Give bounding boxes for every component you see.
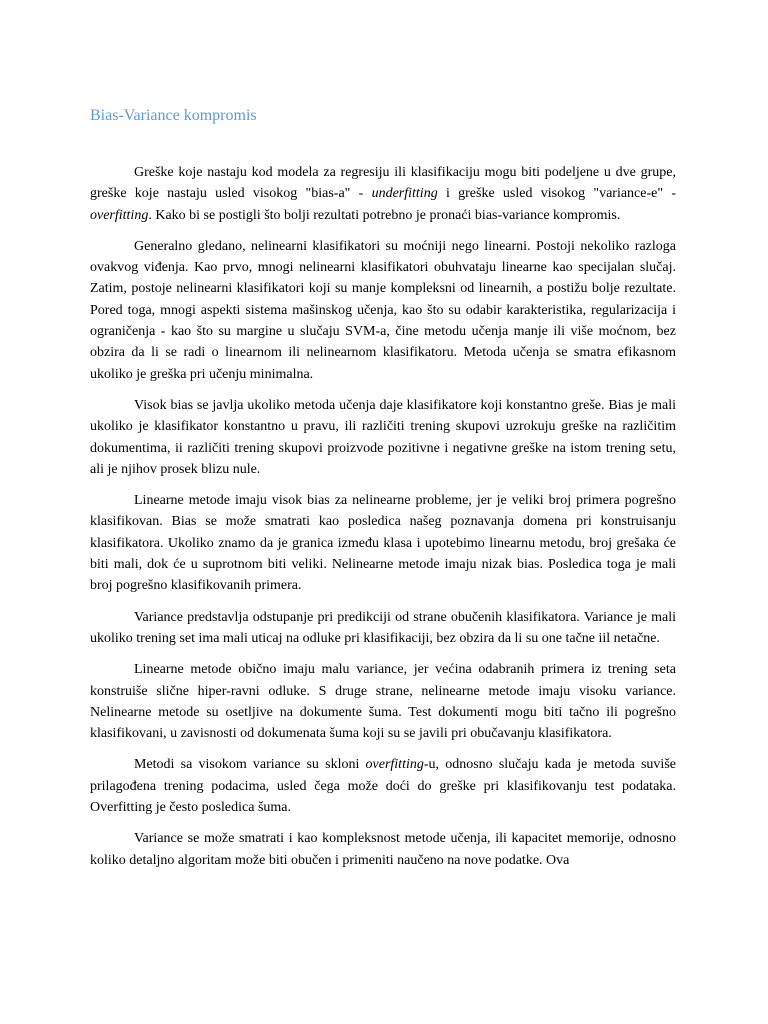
paragraph	[90, 607, 676, 650]
italic-term: overfitting	[365, 757, 424, 773]
paragraph-text: Metodi sa visokom variance su skloni	[134, 757, 366, 773]
italic-term: underfitting	[371, 186, 438, 202]
paragraph	[90, 490, 676, 596]
paragraph	[90, 395, 676, 480]
paragraph	[90, 754, 676, 818]
paragraph-text: Visok bias se javlja ukoliko metoda učenja daje klasifikatore koji konstantno greše. Bias je mali ukoliko je klasifikator konstantno u pravu, ili različiti trening skupovi uzrokuju greške na različitim dokumentima, ii različiti trening skupovi proizvode pozitivne i negativne greške na istom trening setu, ali je njihov prosek blizu nule.	[90, 397, 676, 477]
paragraph	[90, 236, 676, 385]
document-body	[90, 162, 676, 881]
paragraph	[90, 659, 676, 744]
paragraph-text: -u, odnosno slučaju kada je metoda suviše prilagođena trening podacima, usled čega može doći do greške pri klasifikovanju test podataka. Overfitting je često posledica šuma.	[90, 757, 676, 816]
paragraph-text: Linearne metode imaju visok bias za nelinearne probleme, jer je veliki broj primera pogrešno klasifikovan. Bias se može smatrati kao posledica našeg poznavanja domena pri konstruisanju klasifikatora. Ukoliko znamo da je granica između klasa i upotebimo linearnu metodu, broj grešaka će biti mali, dok će u suprotnom biti veliki. Nelinearne metode imaju nizak bias. Posledica toga je mali broj pogrešno klasifikovanih primera.	[90, 493, 676, 594]
paragraph-text: Linearne metode obično imaju malu variance, jer većina odabranih primera iz trening seta konstruiše slične hiper-ravni odluke. S druge strane, nelinearne metode imaju visoku variance. Nelinearne metode su osetljive na dokumente šuma. Test dokumenti mogu biti tačno ili pogrešno klasifikovani, u zavisnosti od dokumenata šuma koji su se javili pri obučavanju klasifikatora.	[90, 662, 676, 742]
paragraph-text: Generalno gledano, nelinearni klasifikatori su moćniji nego linearni. Postoji nekoliko razloga ovakvog viđenja. Kao prvo, mnogi nelinearni klasifikatori obuhvataju linearne kao specijalan slučaj. Zatim, postoje nelinearni klasifikatori koji su manje kompleksni od linearnih, a postižu bolje rezultate. Pored toga, mnogi aspekti sistema mašinskog učenja, kao što su odabir karakteristika, regularizacija i ograničenja - kao što su margine u slučaju SVM-a, čine metodu učenja manje ili više moćnom, bez obzira da li se radi o linearnom ili nelinearnom klasifikatoru. Metoda učenja se smatra efikasnom ukoliko je greška pri učenju minimalna.	[90, 238, 676, 382]
paragraph-text: Variance se može smatrati i kao kompleksnost metode učenja, ili kapacitet memorije, odnosno koliko detaljno algoritam može biti obučen i primeniti naučeno na nove podatke. Ova	[90, 831, 676, 868]
paragraph-text: . Kako bi se postigli što bolji rezultati potrebno je pronaći bias-variance kompromis.	[148, 207, 621, 223]
paragraph-text: Greške koje nastaju kod modela za regresiju ili klasifikaciju mogu biti podeljene u dve grupe, greške koje nastaju usled visokog "bias-a" -	[90, 165, 676, 202]
paragraph-text: Variance predstavlja odstupanje pri predikciji od strane obučenih klasifikatora. Variance je mali ukoliko trening set ima mali uticaj na odluke pri klasifikaciji, bez obzira da li su one tačne iil netačne.	[90, 609, 676, 646]
paragraph	[90, 162, 676, 226]
paragraph-text: i greške usled visokog "variance-e" -	[437, 186, 676, 202]
italic-term: overfitting	[90, 207, 149, 223]
document-heading: Bias-Variance kompromis	[90, 107, 257, 124]
paragraph	[90, 828, 676, 871]
